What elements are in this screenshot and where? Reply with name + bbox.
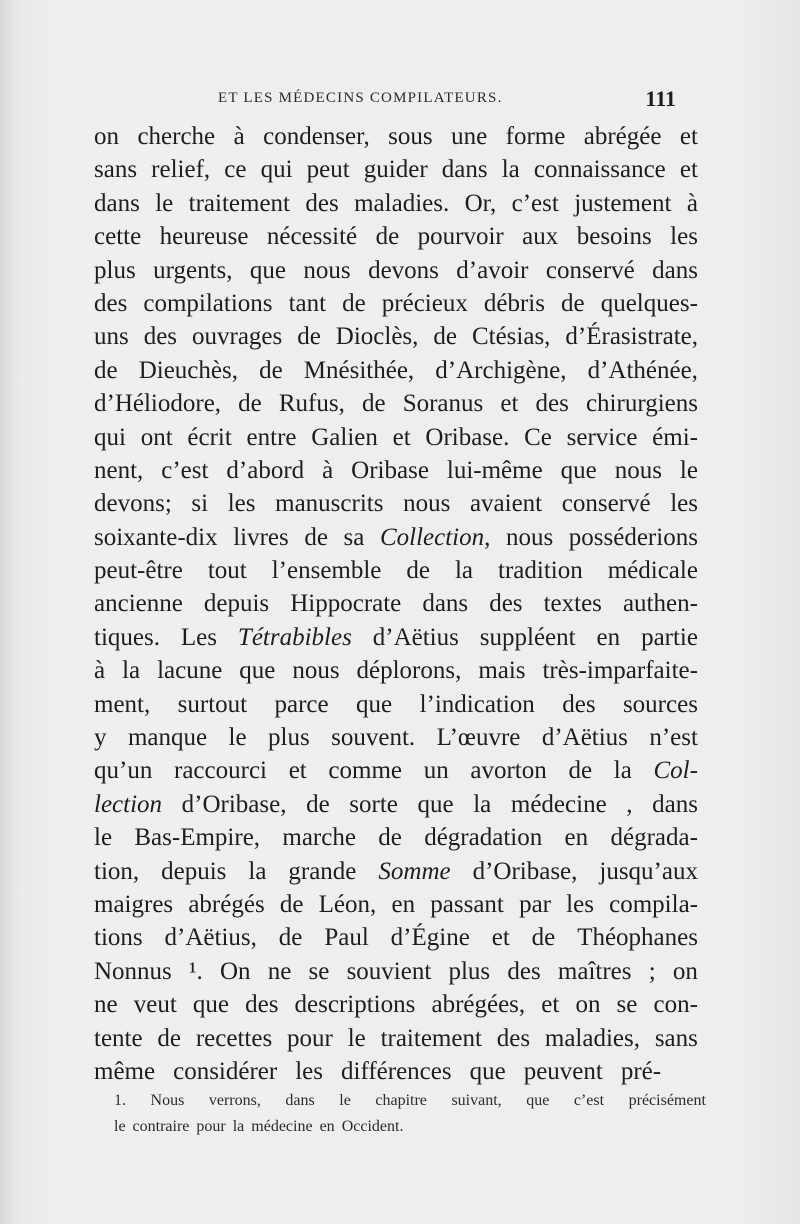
word: écrit — [187, 423, 232, 451]
word: nous — [403, 490, 451, 518]
word: justement — [574, 189, 672, 217]
word: les — [566, 890, 594, 918]
word: la — [454, 557, 474, 585]
text-line — [94, 688, 698, 721]
word: émi- — [652, 423, 698, 451]
word: , — [626, 790, 633, 818]
word: avaient — [469, 490, 543, 518]
word: et — [500, 390, 519, 418]
word: service — [566, 423, 638, 451]
word: des — [507, 957, 541, 985]
word: nous — [292, 657, 340, 685]
word: cette — [94, 223, 142, 251]
word: les — [295, 1057, 323, 1085]
word: tant — [288, 289, 327, 317]
word: nécessité — [266, 223, 358, 251]
word: urgents, — [153, 256, 233, 284]
word: nous — [614, 456, 662, 484]
text-line — [94, 320, 698, 353]
word: condenser, — [263, 123, 370, 150]
word: de — [238, 390, 262, 418]
word: recettes — [195, 1024, 273, 1052]
word: traitement — [380, 1024, 482, 1052]
word: que — [249, 256, 287, 284]
word: à — [94, 657, 106, 685]
word: on — [672, 957, 698, 985]
word: plus — [94, 256, 136, 284]
word: connaissance — [533, 156, 666, 184]
word: depuis — [203, 590, 270, 618]
word: en — [564, 824, 589, 852]
text-line — [94, 888, 698, 921]
word: Ctésias, — [471, 323, 551, 351]
word: guider — [363, 156, 428, 184]
word: abrégée — [583, 123, 662, 150]
word: l’indication — [419, 690, 535, 718]
word: Collection, — [379, 523, 491, 551]
word: tradition — [498, 557, 583, 585]
word: précisément — [628, 1092, 706, 1109]
word: le — [347, 1024, 366, 1052]
word: en — [319, 1118, 335, 1135]
word: considérer — [173, 1057, 278, 1085]
word: d’Aëtius — [372, 623, 459, 651]
word: les — [670, 490, 698, 518]
word: ancienne — [94, 590, 183, 618]
word: que — [560, 456, 597, 484]
word: de — [378, 824, 402, 852]
word: grande — [288, 857, 357, 885]
word: 1. — [114, 1092, 126, 1109]
text-line — [94, 754, 698, 787]
word: heureuse — [159, 223, 249, 251]
word: se — [616, 991, 638, 1019]
word: ; — [648, 957, 656, 985]
word: que — [417, 790, 454, 818]
word: plus — [268, 724, 310, 752]
word: pré- — [620, 1057, 662, 1085]
footnote-line — [114, 1114, 706, 1140]
word: et — [491, 924, 510, 952]
word: maîtres — [557, 957, 632, 985]
word: de — [433, 323, 457, 351]
word: souvient — [346, 957, 432, 985]
word: de — [304, 523, 328, 551]
word: Oribase — [351, 456, 429, 484]
text-line — [94, 721, 698, 754]
word: d’Aëtius, — [164, 924, 257, 952]
word: Bas-Empire, — [134, 824, 261, 852]
word: veut — [133, 991, 177, 1019]
word: Somme — [378, 857, 451, 885]
word: qui — [260, 156, 293, 184]
word: Soranus — [402, 390, 484, 418]
word: lui-même — [446, 456, 543, 484]
text-line — [94, 554, 698, 587]
word: le — [114, 1118, 126, 1135]
word: textes — [543, 590, 602, 618]
word: Or, — [464, 189, 497, 217]
word: besoins — [576, 223, 652, 251]
word: d’abord — [226, 456, 305, 484]
word: abrégés — [188, 890, 265, 918]
word: les — [670, 223, 698, 251]
word: qui — [94, 423, 126, 451]
word: et — [679, 156, 698, 184]
word: ouvrages — [192, 323, 283, 351]
word: le — [228, 724, 247, 752]
word: qu’un — [94, 757, 153, 785]
word: c’est — [161, 456, 209, 484]
word: manque — [127, 724, 208, 752]
text-line — [94, 287, 698, 320]
text-line — [94, 955, 698, 988]
text-line — [94, 120, 698, 153]
word: maladies. — [354, 189, 450, 217]
word: on — [94, 123, 119, 150]
text-line — [94, 354, 698, 387]
word: de — [361, 390, 386, 418]
word: sources — [622, 690, 698, 718]
word: de — [157, 1024, 182, 1052]
body-text — [94, 120, 698, 1088]
word: ne — [94, 991, 118, 1019]
word: tout — [207, 557, 247, 585]
word: l’ensemble — [271, 557, 382, 585]
word: à — [233, 123, 245, 150]
running-head: ET LES MÉDECINS COMPILATEURS. — [218, 90, 503, 106]
word: descriptions — [294, 991, 416, 1019]
word: des — [562, 690, 596, 718]
word: devons; — [94, 490, 172, 518]
word: parce — [274, 690, 329, 718]
word: mais — [478, 657, 526, 685]
word: dans — [652, 790, 698, 818]
word: et — [288, 757, 307, 785]
word: que — [356, 690, 393, 718]
word: le — [679, 456, 698, 484]
text-line — [94, 621, 698, 654]
word: dans — [422, 590, 469, 618]
word: de — [568, 757, 593, 785]
word: par — [519, 890, 551, 918]
word: de — [94, 356, 118, 384]
word: nous — [303, 256, 351, 284]
word: Oribase. — [425, 423, 510, 451]
word: se — [308, 957, 330, 985]
text-line — [94, 421, 698, 454]
word: Paul — [324, 924, 369, 952]
word: Les — [180, 623, 217, 651]
text-line — [94, 587, 698, 620]
word: comme — [328, 757, 403, 785]
word: suppléent — [479, 623, 576, 651]
footnotes — [114, 1088, 706, 1140]
word: très-imparfaite- — [542, 657, 698, 685]
word: de — [306, 790, 330, 818]
word: lection — [94, 790, 163, 818]
word: manuscrits — [275, 490, 384, 518]
word: dans — [285, 1092, 315, 1109]
word: différences — [341, 1057, 452, 1085]
word: les — [227, 490, 256, 518]
word: ce — [224, 156, 247, 184]
text-line — [94, 521, 698, 554]
word: avorton — [470, 757, 547, 785]
text-line — [94, 1022, 698, 1055]
word: on — [575, 991, 601, 1019]
word: Occident. — [341, 1118, 404, 1135]
word: des — [489, 590, 523, 618]
word: tions — [94, 924, 143, 952]
word: le — [155, 189, 174, 217]
text-line — [94, 921, 698, 954]
word: un — [423, 757, 449, 785]
word: la — [613, 757, 632, 785]
word: chapitre — [375, 1092, 427, 1109]
word: Dieuchès, — [138, 356, 238, 384]
word: d’Oribase, — [472, 857, 578, 885]
word: cherche — [137, 123, 216, 150]
word: médecine — [510, 790, 607, 818]
word: des — [143, 323, 178, 351]
word: d’Oribase, — [181, 790, 287, 818]
word: la — [122, 657, 141, 685]
word: débris — [483, 289, 545, 317]
word: Nonnus — [94, 957, 172, 985]
word: et — [679, 123, 698, 150]
word: compila- — [609, 890, 698, 918]
word: pour — [287, 1024, 333, 1052]
word: sa — [343, 523, 365, 551]
footnote-line — [114, 1088, 706, 1114]
word: médecine — [251, 1118, 313, 1135]
word: y — [94, 724, 107, 752]
word: que — [239, 657, 276, 685]
text-line — [94, 187, 698, 220]
text-line — [94, 988, 698, 1021]
word: Mnésithée, — [303, 356, 415, 384]
word: le — [94, 824, 113, 852]
word: de — [259, 356, 283, 384]
word: et — [392, 423, 411, 451]
word: lacune — [157, 657, 223, 685]
word: forme — [505, 123, 566, 150]
word: conservé — [545, 256, 635, 284]
word: déplorons, — [356, 657, 462, 685]
word: Théophanes — [577, 924, 698, 952]
word: pourvoir — [417, 223, 504, 251]
word: de — [531, 924, 556, 952]
word: authen- — [622, 590, 698, 618]
word: d’Érasistrate, — [565, 323, 698, 351]
word: L’œuvre — [436, 724, 521, 752]
word: raccourci — [174, 757, 267, 785]
word: médicale — [607, 557, 698, 585]
word: souvent. — [331, 724, 416, 752]
text-line — [94, 153, 698, 186]
word: tion, — [94, 857, 140, 885]
word: nous — [505, 523, 554, 551]
word: dégradation — [424, 824, 543, 852]
word: de — [279, 890, 304, 918]
word: chirurgiens — [585, 390, 698, 418]
word: c’est — [573, 1092, 605, 1109]
word: tente — [94, 1024, 143, 1052]
word: uns — [94, 323, 129, 351]
word: Ce — [524, 423, 552, 451]
word: des — [245, 991, 279, 1019]
word: relief, — [151, 156, 211, 184]
word: entre — [246, 423, 297, 451]
word: que — [192, 991, 229, 1019]
word: la — [473, 790, 492, 818]
word: la — [501, 156, 520, 184]
word: une — [451, 123, 488, 150]
word: des — [496, 1024, 531, 1052]
word: dans — [652, 256, 698, 284]
text-line — [94, 487, 698, 520]
word: dégrada- — [610, 824, 698, 852]
word: tiques. — [94, 623, 160, 651]
text-line — [94, 788, 698, 821]
word: de — [342, 289, 366, 317]
word: compilations — [143, 289, 273, 317]
word: de — [375, 223, 400, 251]
word: Col- — [653, 757, 698, 785]
text-line — [94, 1055, 698, 1088]
word: maigres — [94, 890, 174, 918]
word: Galien — [311, 423, 378, 451]
word: sans — [94, 156, 138, 184]
word: contraire — [132, 1118, 190, 1135]
text-line — [94, 821, 698, 854]
word: la — [232, 1118, 245, 1135]
word: abrégées, — [431, 991, 526, 1019]
word: Nous — [150, 1092, 185, 1109]
word: le — [339, 1092, 351, 1109]
word: de — [297, 323, 321, 351]
word: que — [526, 1092, 550, 1109]
word: devons — [368, 256, 439, 284]
word: soixante-dix — [94, 523, 218, 551]
word: sorte — [349, 790, 398, 818]
word: de — [278, 924, 303, 952]
word: de — [406, 557, 430, 585]
word: et — [541, 991, 560, 1019]
word: Léon, — [318, 890, 377, 918]
word: nent, — [94, 456, 144, 484]
text-line — [94, 254, 698, 287]
word: aux — [522, 223, 559, 251]
word: d’Athénée, — [587, 356, 698, 384]
word: des — [94, 289, 128, 317]
word: Hippocrate — [290, 590, 402, 618]
text-line — [94, 454, 698, 487]
word: ment, — [94, 690, 151, 718]
word: ¹. — [189, 957, 203, 985]
word: verrons, — [208, 1092, 261, 1109]
word: peuvent — [523, 1057, 603, 1085]
word: ont — [140, 423, 173, 451]
word: sous — [388, 123, 433, 150]
word: traitement — [188, 189, 290, 217]
word: depuis — [161, 857, 227, 885]
word: Rufus, — [278, 390, 345, 418]
word: maladies, — [544, 1024, 640, 1052]
word: passant — [430, 890, 504, 918]
word: marche — [282, 824, 356, 852]
word: d’Aëtius — [541, 724, 628, 752]
text-line — [94, 220, 698, 253]
word: peut-être — [94, 557, 183, 585]
word: conservé — [561, 490, 651, 518]
word: n’est — [649, 724, 698, 752]
word: quelques- — [600, 289, 698, 317]
word: c’est — [511, 189, 559, 217]
text-line — [94, 387, 698, 420]
word: dans — [94, 189, 140, 217]
word: des — [305, 189, 339, 217]
word: la — [248, 857, 267, 885]
word: d’Archigène, — [435, 356, 567, 384]
text-line — [94, 855, 698, 888]
word: des — [535, 390, 569, 418]
word: jusqu’aux — [599, 857, 698, 885]
word: partie — [641, 623, 698, 651]
word: à — [686, 189, 698, 217]
word: d’avoir — [456, 256, 529, 284]
word: surtout — [177, 690, 248, 718]
word: si — [191, 490, 209, 518]
word: con- — [653, 991, 698, 1019]
word: en — [391, 890, 416, 918]
word: même — [94, 1057, 156, 1085]
word: dans — [441, 156, 488, 184]
word: plus — [448, 957, 491, 985]
page-number: 111 — [645, 86, 676, 111]
word: précieux — [381, 289, 468, 317]
word: peut — [306, 156, 350, 184]
word: Dioclès, — [335, 323, 419, 351]
text-line — [94, 654, 698, 687]
word: posséderions — [568, 523, 698, 551]
word: d’Héliodore, — [94, 390, 222, 418]
word: de — [561, 289, 585, 317]
word: à — [322, 456, 334, 484]
page-header — [108, 86, 680, 112]
word: en — [596, 623, 621, 651]
word: ne — [267, 957, 292, 985]
word: que — [469, 1057, 506, 1085]
word: suivant, — [451, 1092, 502, 1109]
word: livres — [233, 523, 289, 551]
word: On — [219, 957, 251, 985]
word: sans — [654, 1024, 698, 1052]
word: d’Égine — [390, 924, 470, 952]
word: Tétrabibles — [237, 623, 352, 651]
word: pour — [196, 1118, 226, 1135]
